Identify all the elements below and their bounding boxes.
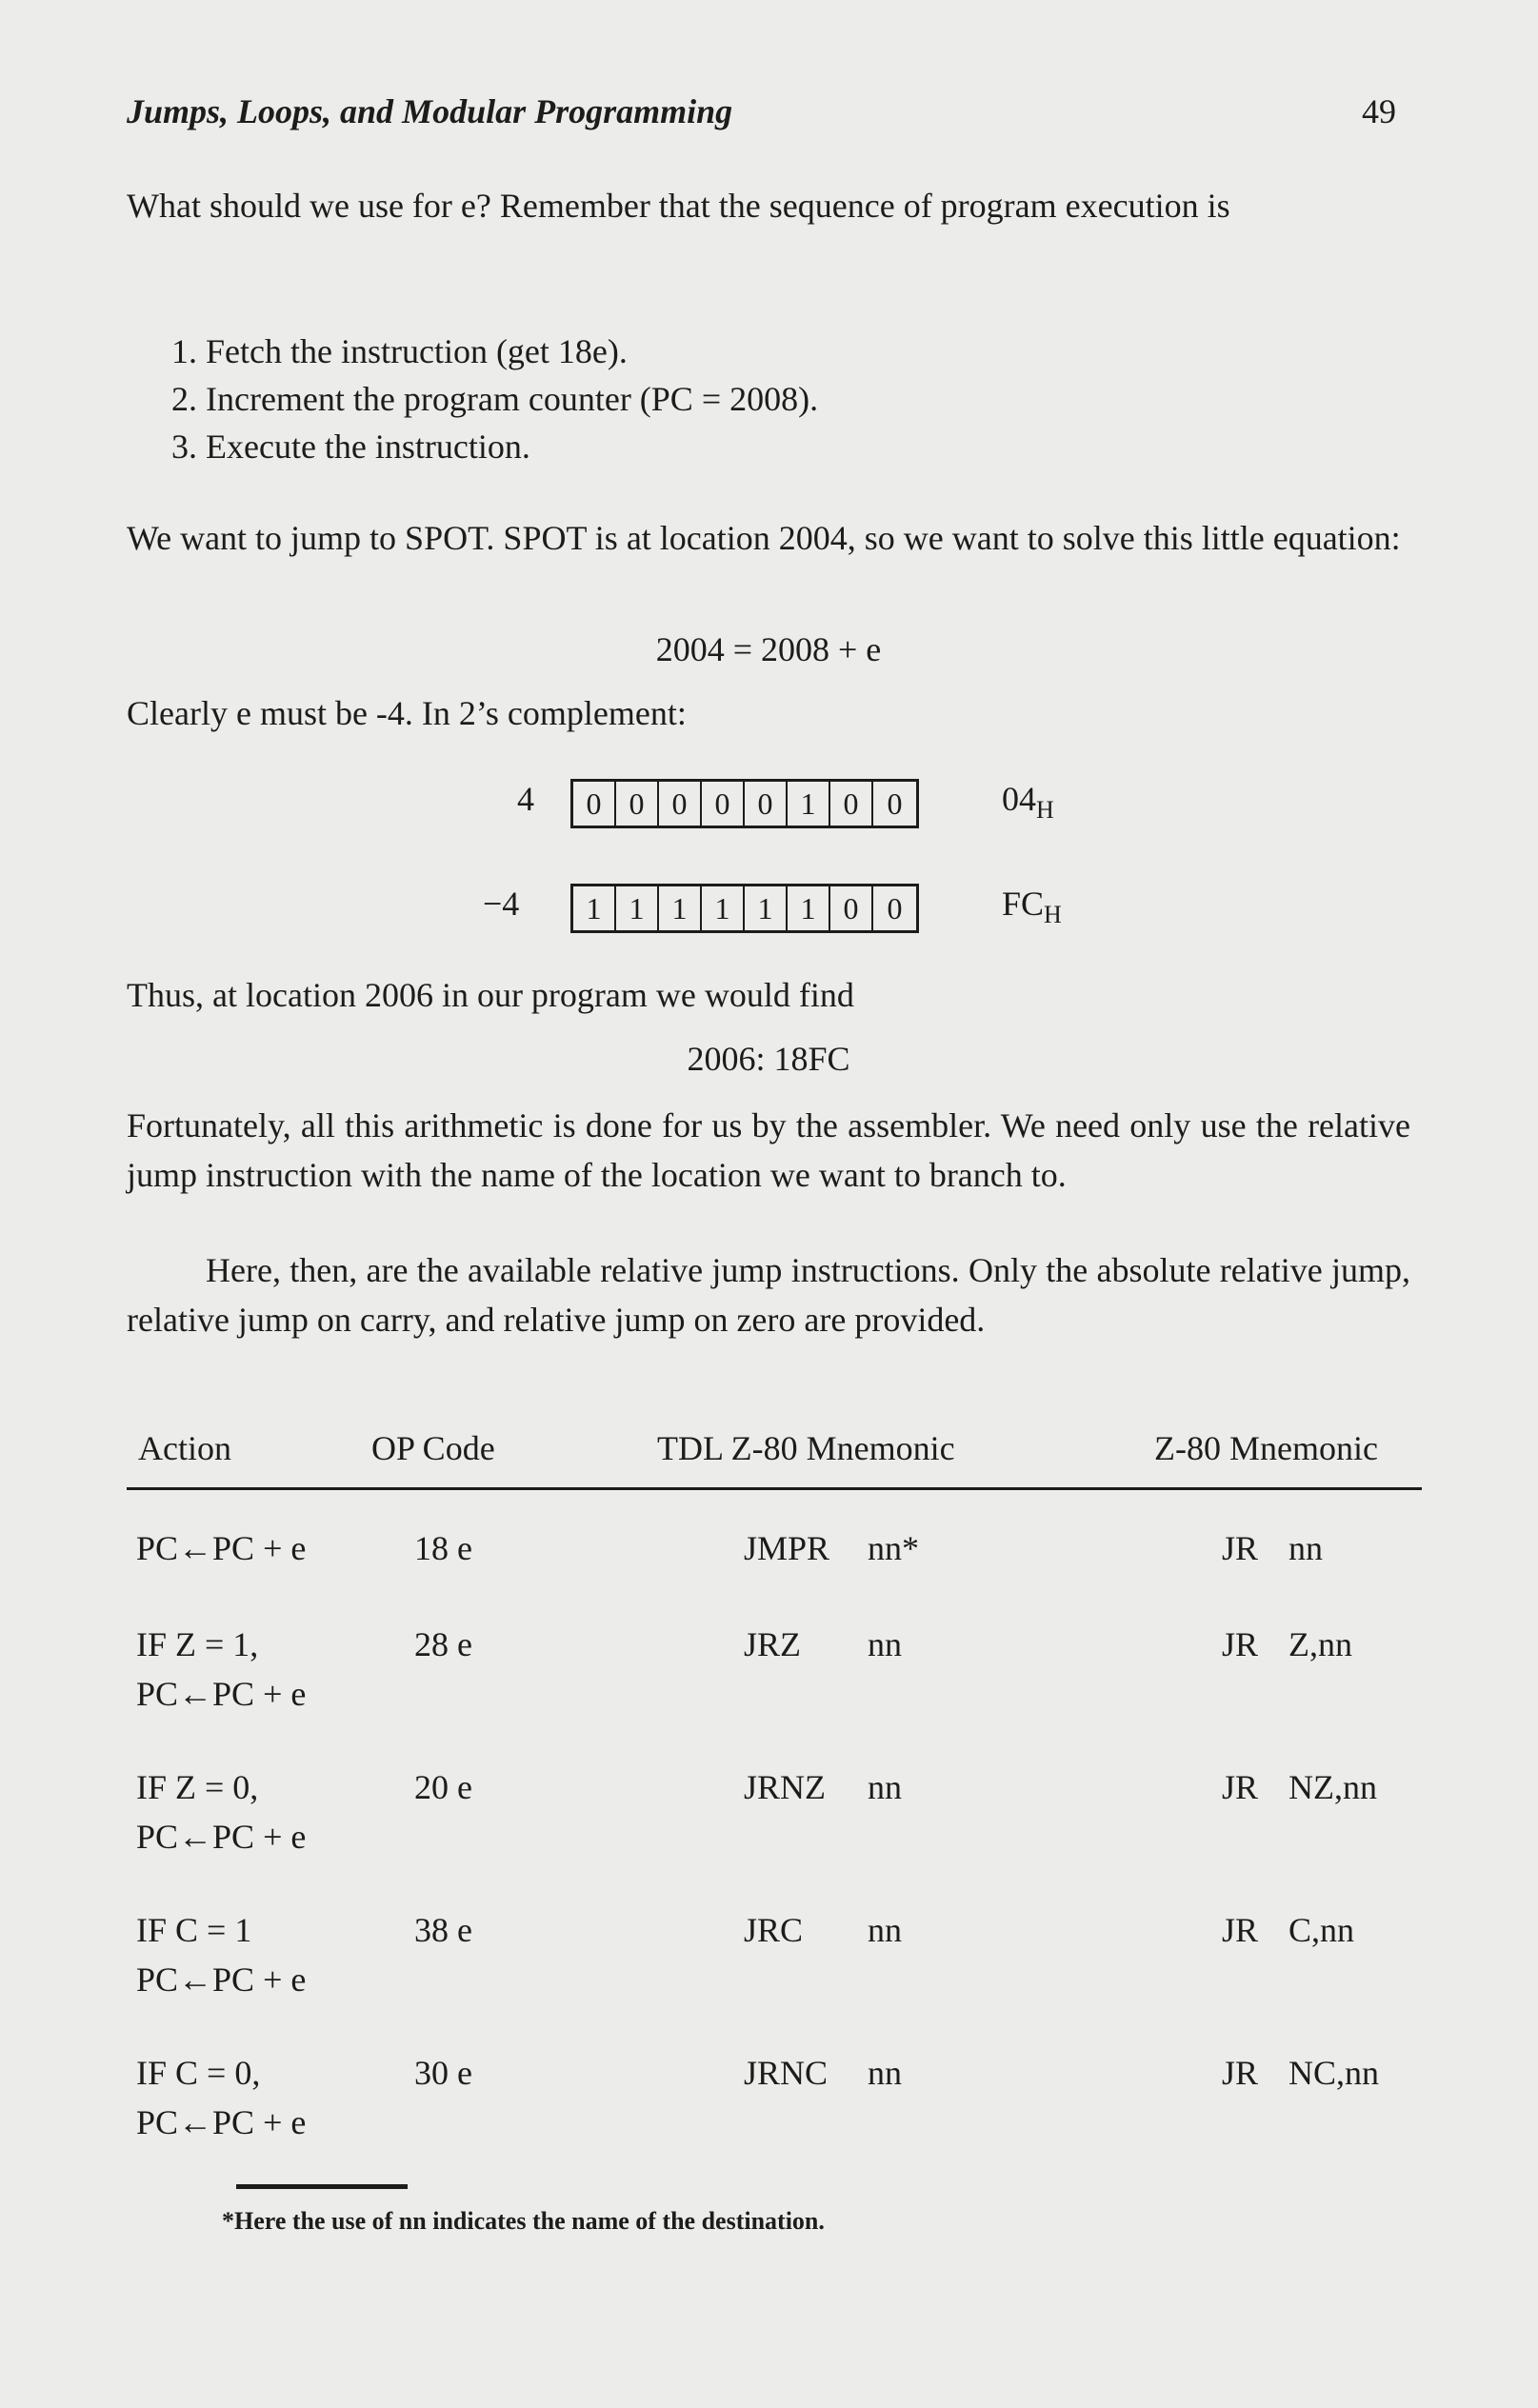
table-cell-tdl-op: JRC [744, 1911, 804, 1949]
table-cell-z80-op: JR [1222, 1625, 1259, 1663]
table-cell-z80-arg: NC,nn [1288, 2054, 1380, 2092]
complement-sentence: Clearly e must be -4. In 2’s complement: [127, 694, 687, 732]
page-number: 49 [1362, 92, 1396, 130]
fortunately-paragraph: Fortunately, all this arithmetic is done for us by the assembler. We need only use the relative jump instruction with the name of the location we want to branch to. [127, 1106, 1410, 1194]
table-cell-tdl-arg: nn [868, 1911, 902, 1949]
table-cell-tdl-arg: nn [868, 2054, 902, 2092]
bit-cell: 0 [702, 782, 745, 826]
table-cell-z80-op: JR [1222, 2054, 1259, 2092]
column-header-opcode: OP Code [371, 1429, 495, 1467]
hex-value: $FC_H$ [1002, 885, 1062, 929]
table-cell-z80-op: JR [1222, 1768, 1259, 1806]
step-item: 3. Execute the instruction. [171, 428, 530, 466]
table-cell-action: IF Z = 0, [136, 1768, 259, 1806]
bit-cell: 1 [659, 886, 702, 930]
table-cell-tdl-arg: nn* [868, 1529, 919, 1567]
table-cell-z80-arg: C,nn [1288, 1911, 1355, 1949]
step-item: 1. Fetch the instruction (get 18e). [171, 332, 628, 370]
binary-label: 4 [517, 780, 534, 818]
table-cell-op: 20 e [414, 1768, 472, 1806]
footnote: *Here the use of nn indicates the name of the destination. [222, 2207, 825, 2235]
table-cell-action: IF C = 1 [136, 1911, 252, 1949]
bit-cell: 1 [573, 886, 616, 930]
spot-paragraph: We want to jump to SPOT. SPOT is at location 2004, so we want to solve this little equation: [127, 519, 1401, 557]
bit-cell: 1 [788, 886, 830, 930]
table-cell-op: 38 e [414, 1911, 472, 1949]
table-cell-tdl-op: JRZ [744, 1625, 802, 1663]
bit-cell: 0 [745, 782, 788, 826]
bit-cell: 0 [573, 782, 616, 826]
table-cell-action: PC←PC + e [136, 1818, 307, 1856]
table-rule [127, 1487, 1422, 1490]
table-cell-op: 28 e [414, 1625, 472, 1663]
table-cell-tdl-arg: nn [868, 1625, 902, 1663]
table-cell-tdl-op: JRNZ [744, 1768, 827, 1806]
footnote-rule [236, 2184, 408, 2189]
bit-cell: 0 [616, 782, 659, 826]
bit-cell: 1 [702, 886, 745, 930]
step-item: 2. Increment the program counter (PC = 2008). [171, 380, 819, 418]
binary-register-neg4 [570, 884, 919, 933]
table-cell-action: IF C = 0, [136, 2054, 261, 2092]
table-cell-action: PC←PC + e [136, 1529, 307, 1567]
running-header: Jumps, Loops, and Modular Programming [127, 92, 733, 130]
column-header-action: Action [138, 1429, 231, 1467]
column-header-z80: Z-80 Mnemonic [1154, 1429, 1378, 1467]
binary-register-4 [570, 779, 919, 828]
column-header-tdl: TDL Z-80 Mnemonic [657, 1429, 955, 1467]
table-cell-z80-op: JR [1222, 1529, 1259, 1567]
table-cell-z80-arg: Z,nn [1288, 1625, 1352, 1663]
equation: 2004 = 2008 + e [655, 630, 882, 668]
thus-paragraph: Thus, at location 2006 in our program we would find [127, 976, 854, 1014]
table-cell-tdl-op: JMPR [744, 1529, 830, 1567]
hex-value: $04_H$ [1002, 780, 1054, 825]
bit-cell: 0 [887, 890, 903, 925]
table-cell-z80-arg: NZ,nn [1288, 1768, 1377, 1806]
table-cell-action: PC←PC + e [136, 1960, 307, 1999]
bit-cell: 1 [745, 886, 788, 930]
found-value: 2006: 18FC [687, 1040, 850, 1078]
bit-cell: 0 [887, 786, 903, 821]
bit-cell: 0 [830, 886, 873, 930]
table-cell-z80-arg: nn [1288, 1529, 1323, 1567]
here-paragraph: Here, then, are the available relative jump instructions. Only the absolute relative jump, relative jump on carry, and relative jump on zero are provided. [127, 1251, 1410, 1339]
table-cell-tdl-arg: nn [868, 1768, 902, 1806]
table-cell-tdl-op: JRNC [744, 2054, 829, 2092]
table-cell-op: 30 e [414, 2054, 472, 2092]
bit-cell: 0 [830, 782, 873, 826]
table-cell-z80-op: JR [1222, 1911, 1259, 1949]
bit-cell: 1 [616, 886, 659, 930]
table-cell-action: PC←PC + e [136, 2103, 307, 2141]
intro-paragraph: What should we use for e? Remember that the sequence of program execution is [127, 187, 1230, 225]
table-cell-action: IF Z = 1, [136, 1625, 259, 1663]
table-cell-action: PC←PC + e [136, 1675, 307, 1713]
table-cell-op: 18 e [414, 1529, 472, 1567]
binary-label: −4 [483, 885, 520, 923]
bit-cell: 0 [659, 782, 702, 826]
bit-cell: 1 [788, 782, 830, 826]
step-list [171, 328, 818, 470]
